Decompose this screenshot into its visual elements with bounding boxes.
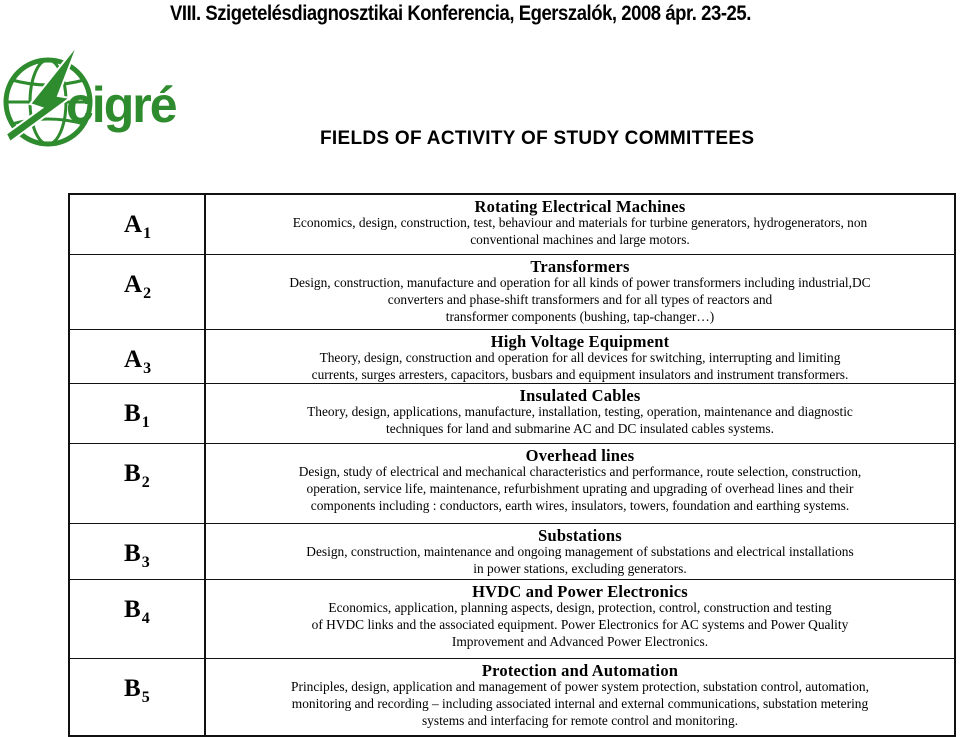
table-row [70, 523, 954, 579]
committee-description-line: Theory, design, construction and operation for all devices for switching, interrupting and limiting [319, 350, 841, 365]
table-row [70, 658, 954, 735]
committee-description-line: Improvement and Advanced Power Electronics. [451, 633, 709, 649]
committee-description-line: conventional machines and large motors. [470, 231, 690, 247]
committee-description-line: components including : conductors, earth wires, insulators, towers, foundation and earthing systems. [310, 497, 850, 513]
cigre-wordmark: cigré [66, 77, 176, 133]
committee-number: 2 [141, 474, 150, 491]
committee-code [124, 596, 150, 627]
committee-letter: B [124, 400, 141, 427]
committee-code [124, 460, 150, 491]
committee-number: 3 [141, 554, 150, 571]
committee-letter: A [124, 271, 143, 298]
committee-letter: B [124, 596, 141, 623]
committee-description-line: Economics, design, construction, test, behaviour and materials for turbine generators, hydrogenerators, non [292, 215, 868, 230]
committee-letter: B [124, 540, 141, 567]
committee-description-cell [206, 444, 954, 523]
cigre-logo [2, 38, 186, 158]
committee-code-cell [70, 384, 206, 443]
committee-number: 4 [141, 610, 150, 627]
committee-description-line: Design, construction, maintenance and ongoing management of substations and electrical installations [306, 544, 854, 559]
committee-code-cell [70, 255, 206, 329]
committee-description-line: Principles, design, application and management of power system protection, substation control, automation, [291, 679, 869, 694]
committee-description-cell [206, 330, 954, 383]
committee-description-line: of HVDC links and the associated equipment. Power Electronics for AC systems and Power Quality [311, 616, 849, 632]
table-row [70, 443, 954, 523]
committee-code-cell [70, 195, 206, 254]
committee-number: 1 [141, 414, 150, 431]
table-row [70, 579, 954, 658]
committee-name: Overhead lines [525, 446, 635, 465]
committee-name: High Voltage Equipment [490, 332, 670, 351]
committee-description-line: Economics, application, planning aspects, design, protection, control, construction and testing [328, 600, 832, 615]
committee-number: 3 [143, 360, 152, 377]
committee-code-cell [70, 580, 206, 658]
committee-name: Protection and Automation [481, 661, 679, 680]
committee-number: 5 [141, 689, 150, 706]
committee-letter: B [124, 675, 141, 702]
committee-description-line: in power stations, excluding generators. [473, 560, 687, 576]
committee-code-cell [70, 524, 206, 579]
committee-letter: A [124, 211, 143, 238]
committee-code-cell [70, 444, 206, 523]
committee-description-line: Design, construction, manufacture and operation for all kinds of power transformers including industrial,DC [289, 275, 871, 290]
committee-name: Insulated Cables [519, 386, 641, 405]
committee-code [124, 346, 152, 377]
table-row [70, 383, 954, 443]
committee-name: HVDC and Power Electronics [472, 582, 688, 601]
committee-name: Transformers [530, 257, 630, 276]
committee-description-cell [206, 195, 954, 254]
committee-number: 2 [143, 285, 152, 302]
committee-description-line: transformer components (bushing, tap-changer…) [445, 308, 715, 324]
committee-code-cell [70, 659, 206, 735]
committee-letter: A [124, 346, 143, 373]
committee-description-line: Theory, design, applications, manufacture, installation, testing, operation, maintenance and diagnostic [307, 404, 853, 419]
committee-number: 1 [143, 225, 152, 242]
table-row [70, 254, 954, 329]
page-title: FIELDS OF ACTIVITY OF STUDY COMMITTEES [320, 128, 755, 149]
committee-code [124, 400, 150, 431]
committee-code [124, 211, 152, 242]
committee-code-cell [70, 330, 206, 383]
committee-description-line: systems and interfacing for remote control and monitoring. [421, 712, 739, 728]
committee-description-line: techniques for land and submarine AC and DC insulated cables systems. [386, 420, 774, 436]
committee-code [124, 675, 150, 706]
conference-header: VIII. Szigetelésdiagnosztikai Konferencia, Egerszalók, 2008 ápr. 23-25. [170, 2, 751, 25]
committee-description-cell [206, 384, 954, 443]
committee-description-line: operation, service life, maintenance, refurbishment uprating and upgrading of overhead lines and their [306, 480, 854, 496]
table-row [70, 329, 954, 383]
committee-letter: B [124, 460, 141, 487]
committee-description-cell [206, 659, 954, 735]
committee-name: Substations [538, 526, 622, 545]
committee-description-cell [206, 255, 954, 329]
committee-description-line: monitoring and recording – including associated internal and external communications, substation metering [291, 695, 869, 711]
study-committees-table [68, 193, 956, 737]
committee-name: Rotating Electrical Machines [474, 197, 686, 216]
committee-description-line: Design, study of electrical and mechanical characteristics and performance, route selection, construction, [298, 464, 862, 479]
committee-description-cell [206, 580, 954, 658]
table-row [70, 195, 954, 254]
committee-description-line: converters and phase-shift transformers and for all types of reactors and [387, 291, 773, 307]
committee-description-line: currents, surges arresters, capacitors, busbars and equipment insulators and instrument transformers. [311, 366, 849, 382]
committee-description-cell [206, 524, 954, 579]
committee-code [124, 540, 150, 571]
committee-code [124, 271, 152, 302]
